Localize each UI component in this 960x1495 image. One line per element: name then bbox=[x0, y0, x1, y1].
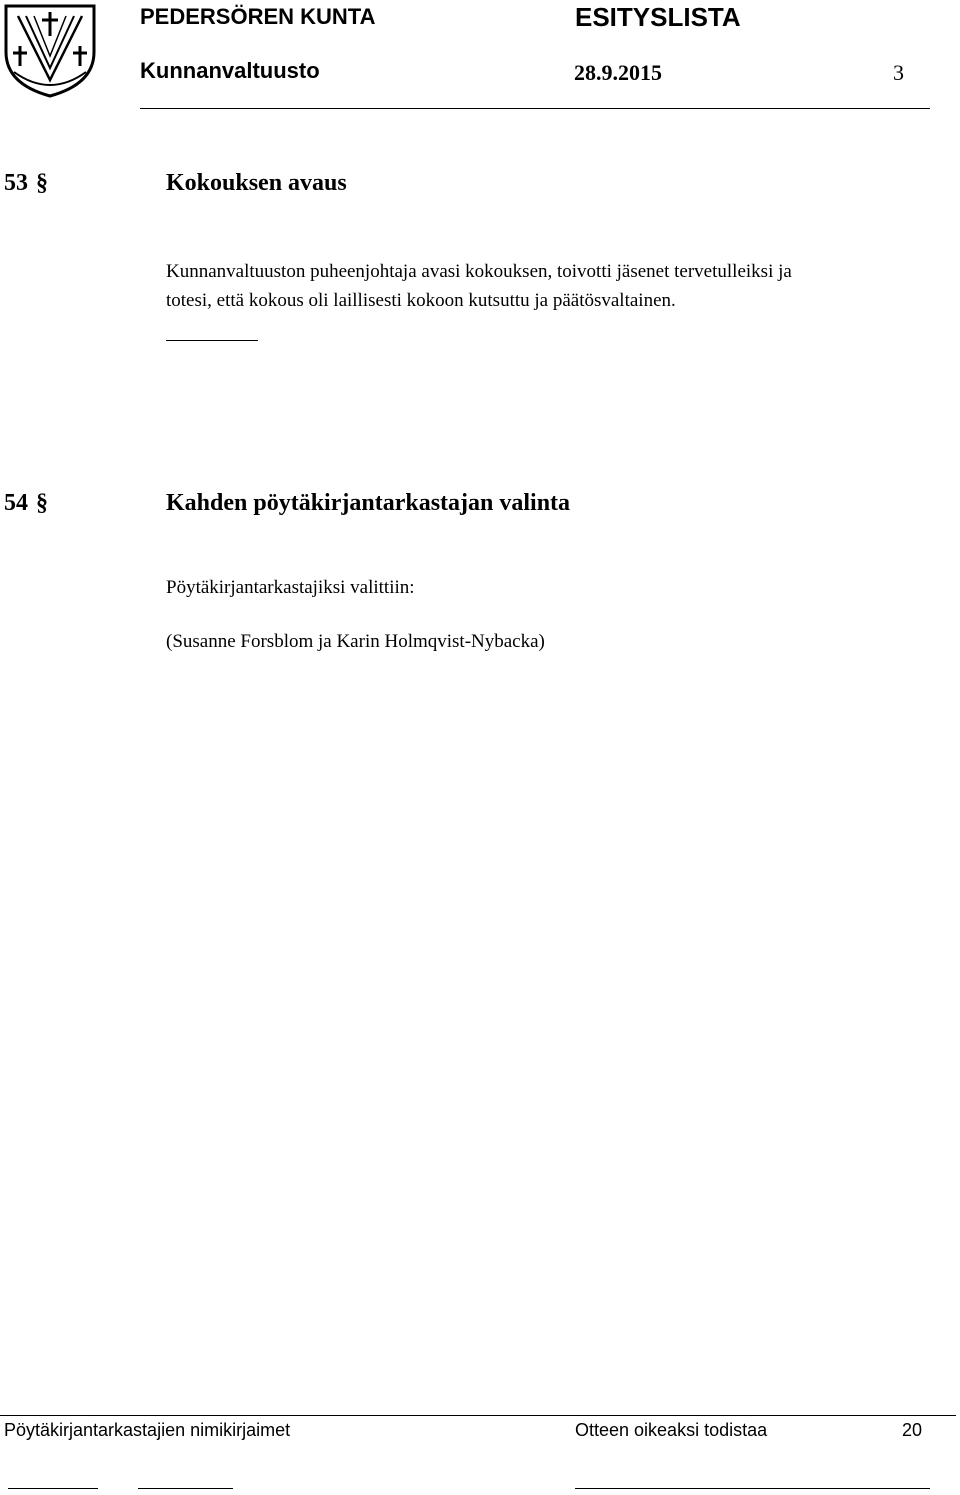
meeting-body: Kunnanvaltuusto bbox=[140, 58, 320, 83]
section-symbol: § bbox=[36, 490, 48, 516]
page-number: 3 bbox=[893, 60, 904, 85]
document-type: ESITYSLISTA bbox=[575, 2, 741, 32]
initials-line-2 bbox=[138, 1488, 233, 1489]
paragraph-line: totesi, että kokous oli laillisesti kokoon kutsuttu ja päätösvaltainen. bbox=[166, 290, 676, 311]
coat-of-arms-icon bbox=[2, 2, 98, 98]
meeting-date: 28.9.2015 bbox=[574, 60, 662, 85]
initials-line-1 bbox=[8, 1488, 98, 1489]
section-end-rule bbox=[166, 340, 258, 341]
paragraph-line: Pöytäkirjantarkastajiksi valittiin: bbox=[166, 577, 415, 598]
section-title: Kahden pöytäkirjantarkastajan valinta bbox=[166, 490, 571, 516]
municipality-name: PEDERSÖREN KUNTA bbox=[140, 4, 376, 29]
section-number: 53 bbox=[4, 170, 28, 196]
paragraph-line: Kunnanvaltuuston puheenjohtaja avasi kokouksen, toivotti jäsenet tervetulleiksi ja bbox=[166, 261, 792, 282]
certification-label: Otteen oikeaksi todistaa bbox=[575, 1420, 768, 1440]
section-number: 54 bbox=[4, 490, 28, 516]
section-title: Kokouksen avaus bbox=[166, 170, 347, 196]
signature-line bbox=[575, 1488, 930, 1489]
footer-number: 20 bbox=[902, 1420, 923, 1440]
header-rule bbox=[140, 108, 930, 109]
inspector-initials-label: Pöytäkirjantarkastajien nimikirjaimet bbox=[4, 1420, 291, 1440]
paragraph-line: (Susanne Forsblom ja Karin Holmqvist-Nybacka) bbox=[166, 631, 545, 652]
section-symbol: § bbox=[36, 170, 48, 196]
footer-rule bbox=[0, 1415, 956, 1416]
